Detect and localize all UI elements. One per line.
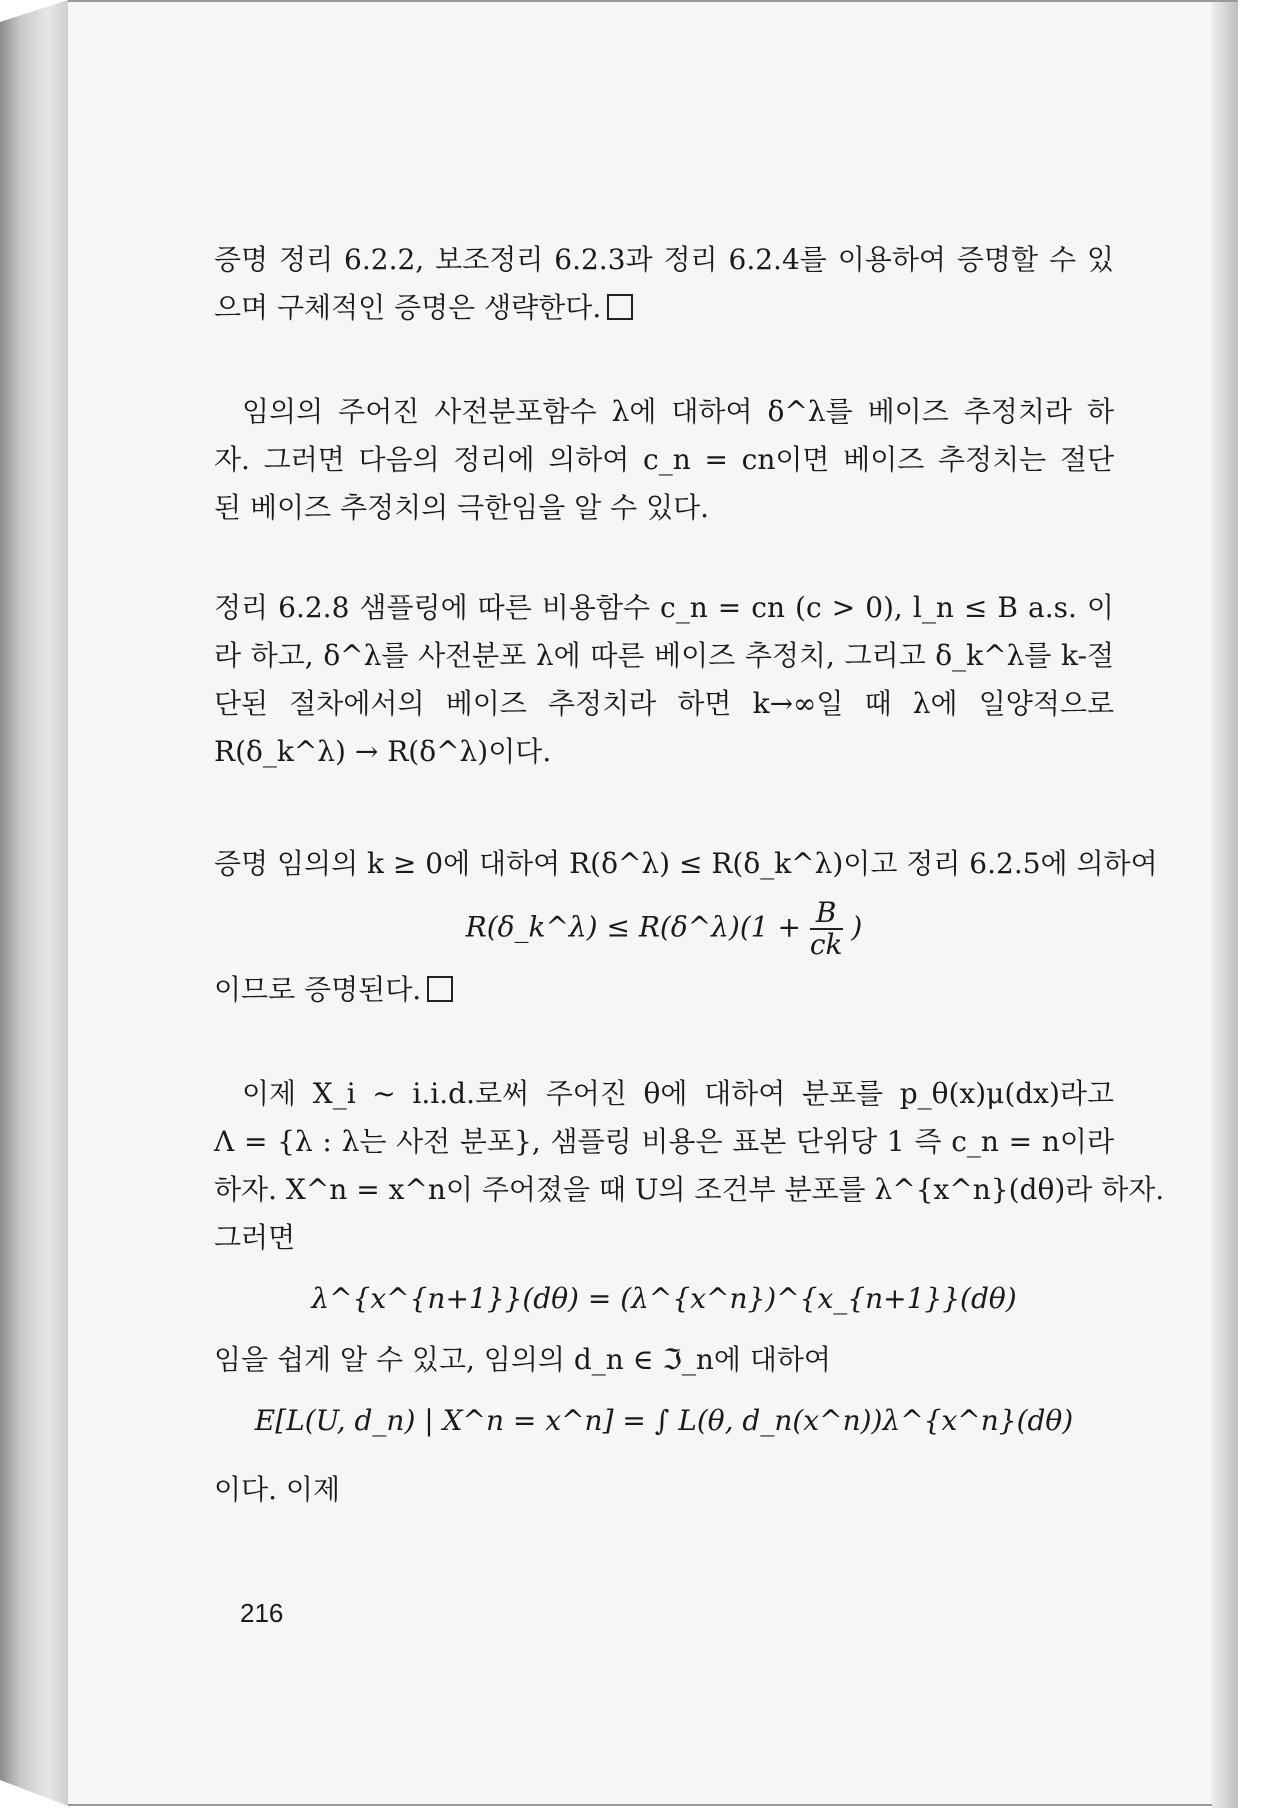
text-line: R(δ_k^λ) → R(δ^λ)이다. [214, 735, 552, 768]
qed-box-icon [607, 294, 633, 320]
text-line: 이제 X_i ~ i.i.d.로써 주어진 θ에 대하여 분포를 p_θ(x)μ(dx)라고 [242, 1077, 1114, 1110]
page-number: 216 [240, 1598, 284, 1628]
text-line: 단된 절차에서의 베이즈 추정치라 하면 k→∞일 때 λ에 일양적으로 [214, 687, 1114, 720]
text-line: Λ = {λ : λ는 사전 분포}, 샘플링 비용은 표본 단위당 1 즉 c_n = n이라 [214, 1125, 1114, 1158]
text-line: 임을 쉽게 알 수 있고, 임의의 d_n ∈ ℑ_n에 대하여 [214, 1343, 831, 1376]
proof-conclusion [214, 966, 1114, 1014]
page-edge [1212, 2, 1238, 1808]
proof-block-1 [214, 236, 1114, 332]
paragraph-2-cont [214, 1336, 1114, 1384]
theorem-block [214, 584, 1114, 776]
text-line: 라 하고, δ^λ를 사전분포 λ에 따른 베이즈 추정치, 그리고 δ_k^λ를 k-절 [214, 639, 1114, 672]
text-line: 증명 임의의 k ≥ 0에 대하여 R(δ^λ) ≤ R(δ_k^λ)이고 정리 6.2.5에 의하여 [214, 847, 1158, 880]
text-line: 이므로 증명된다. [214, 966, 1114, 1014]
equation-bound: R(δ_k^λ) ≤ R(δ^λ)(1 + $\frac{B}{ck}$ ) [465, 896, 863, 961]
text-line: 임의의 주어진 사전분포함수 λ에 대하여 δ^λ를 베이즈 추정치라 하 [242, 395, 1114, 428]
text-line: 정리 6.2.8 샘플링에 따른 비용함수 c_n = cn (c > 0), l_n ≤ B a.s. 이 [214, 591, 1114, 624]
paragraph-1 [214, 388, 1114, 532]
qed-box-icon [427, 976, 453, 1002]
equation-posterior: λ^{x^{n+1}}(dθ) = (λ^{x^n})^{x_{n+1}}(dθ) [311, 1282, 1017, 1315]
paragraph-2-end [214, 1466, 1114, 1514]
text-line: 자. 그러면 다음의 정리에 의하여 c_n = cn이면 베이즈 추정치는 절단 [214, 443, 1114, 476]
book-spine [0, 0, 68, 1806]
proof-block-2 [214, 840, 1158, 888]
text-line: 증명 정리 6.2.2, 보조정리 6.2.3과 정리 6.2.4를 이용하여 증명할 수 있 [214, 243, 1114, 276]
fraction: $\frac{B}{ck}$ [809, 896, 843, 961]
text-line: 으며 구체적인 증명은 생략한다. [214, 284, 1114, 332]
text-line: 이다. 이제 [214, 1473, 340, 1506]
text-line: 그러면 [214, 1221, 296, 1254]
paragraph-2 [214, 1070, 1165, 1262]
text-line: 된 베이즈 추정치의 극한임을 알 수 있다. [214, 491, 710, 524]
text-line: 하자. X^n = x^n이 주어졌을 때 U의 조건부 분포를 λ^{x^n}(dθ)라 하자. [214, 1173, 1165, 1206]
equation-expectation: E[L(U, d_n) | X^n = x^n] = ∫ L(θ, d_n(x^n))λ^{x^n}(dθ) [254, 1404, 1074, 1437]
